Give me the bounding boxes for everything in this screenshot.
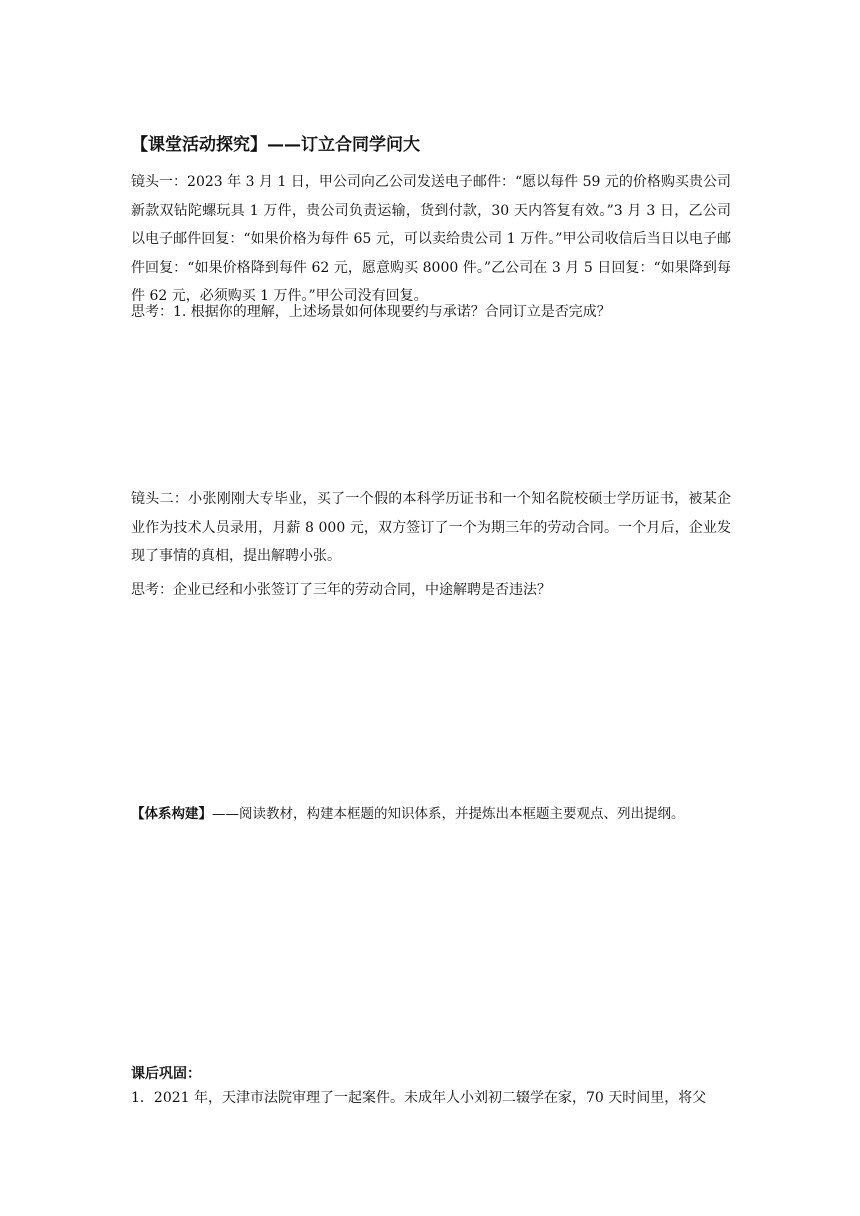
question-one: 思考：1. 根据你的理解，上述场景如何体现要约与承诺？合同订立是否完成？ [131, 304, 611, 320]
review-heading: 课后巩固： [131, 1066, 201, 1082]
question-two: 思考：企业已经和小张签订了三年的劳动合同，中途解聘是否违法？ [131, 582, 551, 598]
system-construction-heading [131, 802, 751, 826]
scene-two-paragraph: 镜头二：小张刚刚大专毕业，买了一个假的本科学历证书和一个知名院校硕士学历证书，被某企业作为技术人员录用，月薪 8 000 元，双方签订了一个为期三年的劳动合同。一个月后，企业发现了事情的真相，提出解聘小张。 [131, 491, 731, 564]
scene-one-paragraph: 镜头一：2023 年 3 月 1 日，甲公司向乙公司发送电子邮件：“愿以每件 59 元的价格购买贵公司新款双钻陀螺玩具 1 万件，贵公司负责运输，货到付款，30 天内答复有效。”3 月 3 日，乙公司以电子邮件回复：“如果价格为每件 65 元，可以卖给贵公司 1 万件。”甲公司收信后当日以电子邮件回复：“如果价格降到每件 62 元，愿意购买 8000 件。”乙公司在 3 月 5 日回复：“如果降到每件 62 元，必须购买 1 万件。”甲公司没有回复。 [131, 174, 731, 304]
system-heading-text: ——阅读教材，构建本框题的知识体系，并提炼出本框题主要观点、列出提纲。 [212, 806, 685, 822]
activity-heading: 【课堂活动探究】——订立合同学问大 [131, 135, 420, 155]
system-heading-bracket: 【体系构建】 [131, 806, 212, 822]
review-item-one: 1．2021 年，天津市法院审理了一起案件。未成年人小刘初二辍学在家，70 天时间里，将父 [131, 1090, 707, 1106]
